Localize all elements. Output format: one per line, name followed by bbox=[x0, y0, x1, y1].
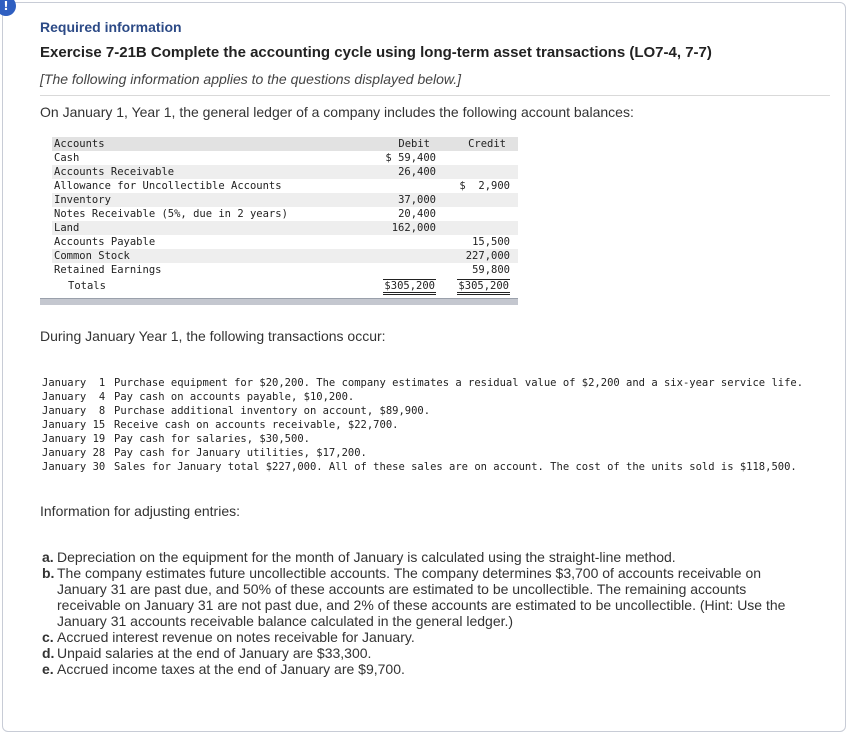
ledger-debit: 162,000 bbox=[391, 222, 436, 234]
totals-credit: $305,200 bbox=[457, 279, 510, 295]
adjustment-letter: b. bbox=[42, 565, 55, 581]
totals-debit: $305,200 bbox=[383, 279, 436, 295]
adjustment-letter: c. bbox=[42, 629, 54, 645]
transaction-item bbox=[42, 404, 832, 418]
adjustment-item bbox=[42, 629, 802, 645]
required-information-heading: Required information bbox=[40, 19, 182, 35]
ledger-row bbox=[52, 165, 518, 179]
ledger-header-row bbox=[52, 137, 518, 151]
applies-note: [The following information applies to the questions displayed below.] bbox=[40, 71, 462, 87]
adjustment-text: Accrued interest revenue on notes receivable for January. bbox=[57, 629, 415, 645]
adjustment-text: Unpaid salaries at the end of January are $33,300. bbox=[57, 645, 372, 661]
header-debit: Debit bbox=[398, 138, 430, 150]
adjustment-letter: a. bbox=[42, 549, 54, 565]
transaction-date: January 1 bbox=[42, 377, 106, 389]
adjusting-info-heading: Information for adjusting entries: bbox=[40, 503, 240, 519]
ledger-credit: $ 2,900 bbox=[459, 180, 510, 192]
ledger-account: Land bbox=[54, 222, 80, 234]
adjustment-item bbox=[42, 549, 802, 565]
ledger-account: Common Stock bbox=[54, 250, 130, 262]
adjustment-item bbox=[42, 661, 802, 677]
transaction-item bbox=[42, 432, 832, 446]
transaction-date: January 30 bbox=[42, 461, 106, 473]
header-accounts: Accounts bbox=[54, 138, 105, 150]
ledger-credit: 15,500 bbox=[472, 236, 510, 248]
adjustment-text: Accrued income taxes at the end of January are $9,700. bbox=[57, 661, 405, 677]
ledger-debit: 37,000 bbox=[398, 194, 436, 206]
ledger-debit: $ 59,400 bbox=[385, 152, 436, 164]
transaction-description: Sales for January total $227,000. All of these sales are on account. The cost of the units sold is $118,500. bbox=[114, 461, 797, 473]
ledger-account: Retained Earnings bbox=[54, 264, 162, 276]
transaction-description: Pay cash for salaries, $30,500. bbox=[114, 433, 310, 445]
transaction-item bbox=[42, 376, 832, 390]
ledger-debit: 20,400 bbox=[398, 208, 436, 220]
ledger-account: Accounts Payable bbox=[54, 236, 156, 248]
transaction-description: Pay cash for January utilities, $17,200. bbox=[114, 447, 367, 459]
adjustment-letter: d. bbox=[42, 645, 55, 661]
transaction-description: Purchase additional inventory on account, $89,900. bbox=[114, 405, 431, 417]
ledger-credit: 59,800 bbox=[472, 264, 510, 276]
intro-text: On January 1, Year 1, the general ledger of a company includes the following account balances: bbox=[40, 104, 634, 120]
adjustment-text: The company estimates future uncollectible accounts. The company determines $3,700 of accounts receivable on January 31 are past due, and 50% of these accounts are estimated to be uncollectible. The remaining accounts receivable on January 31 are not past due, and 2% of these accounts are estimated to be uncollectible. (Hint: Use the January 31 accounts receivable balance calculated in the general ledger.) bbox=[57, 565, 786, 629]
transaction-description: Receive cash on accounts receivable, $22,700. bbox=[114, 419, 399, 431]
ledger-row bbox=[52, 221, 518, 235]
ledger-credit: 227,000 bbox=[465, 250, 510, 262]
transaction-item bbox=[42, 446, 832, 460]
ledger-account: Notes Receivable (5%, due in 2 years) bbox=[54, 208, 288, 220]
adjustment-item bbox=[42, 565, 802, 629]
transaction-item bbox=[42, 418, 832, 432]
ledger-account: Inventory bbox=[54, 194, 111, 206]
ledger-row bbox=[52, 151, 518, 165]
ledger-table bbox=[52, 137, 518, 297]
ledger-account: Accounts Receivable bbox=[54, 166, 175, 178]
ledger-row bbox=[52, 235, 518, 249]
ledger-account: Allowance for Uncollectible Accounts bbox=[54, 180, 282, 192]
alert-icon: ! bbox=[0, 0, 16, 16]
adjustment-letter: e. bbox=[42, 661, 54, 677]
header-credit: Credit bbox=[468, 138, 506, 150]
ledger-totals-row bbox=[52, 277, 518, 297]
table-scrollbar[interactable] bbox=[40, 298, 518, 305]
transaction-description: Pay cash on accounts payable, $10,200. bbox=[114, 391, 355, 403]
transaction-item bbox=[42, 390, 832, 404]
transactions-intro: During January Year 1, the following transactions occur: bbox=[40, 328, 386, 344]
ledger-account: Cash bbox=[54, 152, 80, 164]
ledger-row bbox=[52, 207, 518, 221]
transaction-item bbox=[42, 460, 832, 474]
transaction-date: January 28 bbox=[42, 447, 106, 459]
transaction-date: January 15 bbox=[42, 419, 106, 431]
transactions-list bbox=[42, 376, 832, 474]
adjustment-item bbox=[42, 645, 802, 661]
transaction-description: Purchase equipment for $20,200. The company estimates a residual value of $2,200 and a six-year service life. bbox=[114, 377, 804, 389]
ledger-debit: 26,400 bbox=[398, 166, 436, 178]
divider bbox=[40, 95, 830, 96]
ledger-row bbox=[52, 193, 518, 207]
ledger-row bbox=[52, 249, 518, 263]
adjustment-text: Depreciation on the equipment for the month of January is calculated using the straight-line method. bbox=[57, 549, 676, 565]
transaction-date: January 4 bbox=[42, 391, 106, 403]
ledger-row bbox=[52, 263, 518, 277]
transaction-date: January 8 bbox=[42, 405, 106, 417]
transaction-date: January 19 bbox=[42, 433, 106, 445]
ledger-row bbox=[52, 179, 518, 193]
exercise-title: Exercise 7-21B Complete the accounting cycle using long-term asset transactions (LO7-4, 7-7) bbox=[40, 44, 712, 61]
totals-label: Totals bbox=[68, 280, 106, 292]
adjustments-list bbox=[42, 549, 802, 677]
